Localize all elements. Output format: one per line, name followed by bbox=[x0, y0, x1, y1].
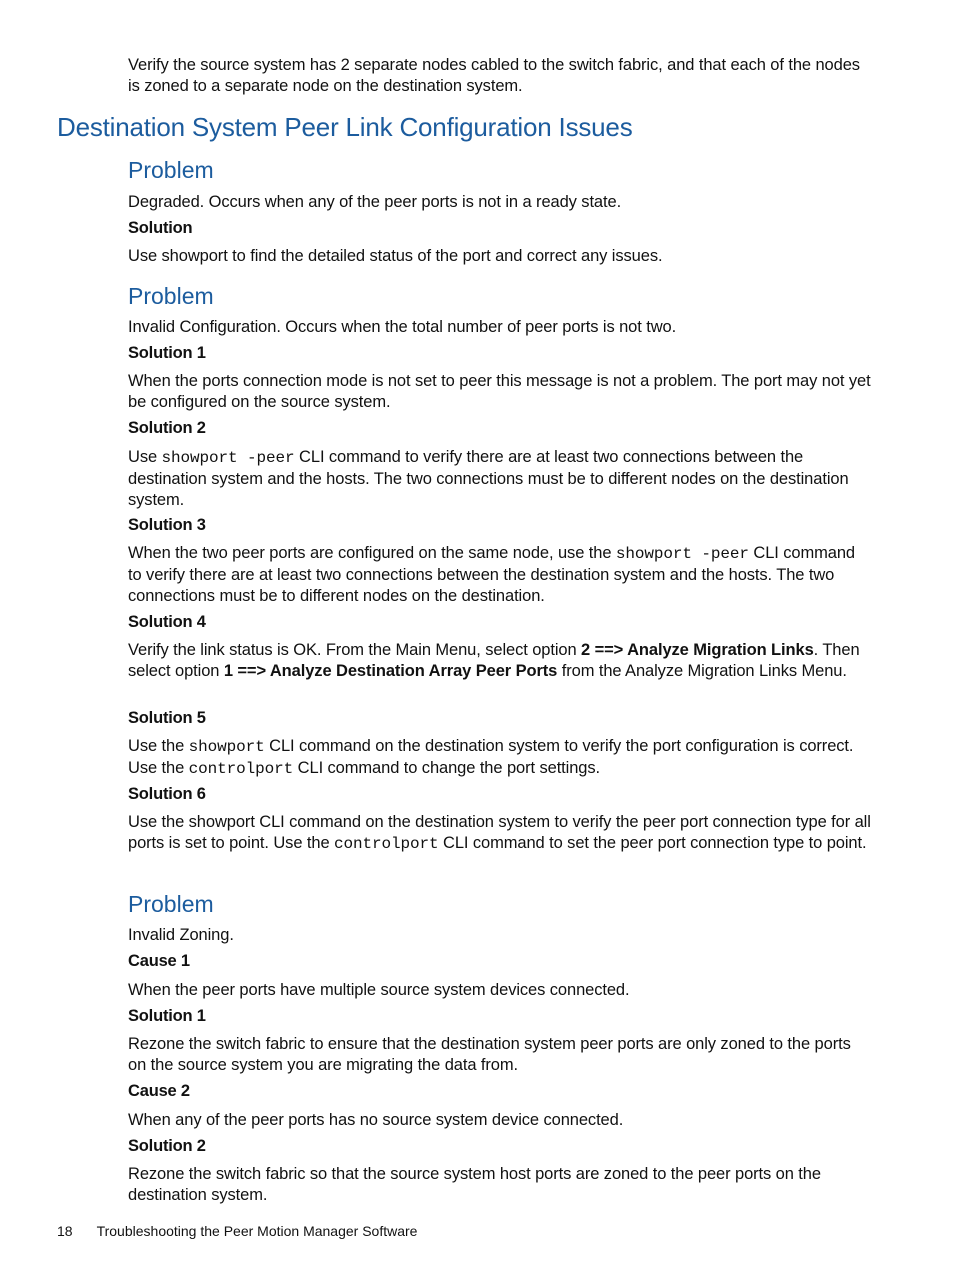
solution-6-label: Solution 6 bbox=[128, 785, 206, 803]
solution-2-text: Use showport -peer CLI command to verify there are at least two connections between the destination system and the hosts. The two connections must be to different nodes on the destination system. bbox=[128, 448, 849, 509]
solution-5-text: Use the showport CLI command on the destination system to verify the port configuration is correct. Use the controlport CLI command to change the port settings. bbox=[128, 737, 854, 778]
cause-2-text: When any of the peer ports has no source system device connected. bbox=[128, 1111, 624, 1129]
cause-1-text: When the peer ports have multiple source system devices connected. bbox=[128, 981, 630, 999]
inline-code: controlport bbox=[188, 760, 294, 778]
zoning-solution-2-label: Solution 2 bbox=[128, 1137, 206, 1155]
cause-2-label: Cause 2 bbox=[128, 1082, 190, 1100]
inline-code: showport -peer bbox=[615, 545, 749, 563]
solution-3-label: Solution 3 bbox=[128, 516, 206, 534]
problem-text-3: Invalid Zoning. bbox=[128, 926, 234, 944]
solution-label: Solution bbox=[128, 219, 193, 237]
solution-4-label: Solution 4 bbox=[128, 613, 206, 631]
solution-4-text: Verify the link status is OK. From the Main Menu, select option 2 ==> Analyze Migration Links. Then select option 1 ==> Analyze Destination Array Peer Ports from the Analyze Migration Links Menu. bbox=[128, 641, 860, 680]
problem-text-2: Invalid Configuration. Occurs when the total number of peer ports is not two. bbox=[128, 318, 677, 336]
cause-1-label: Cause 1 bbox=[128, 952, 190, 970]
zoning-solution-2-text: Rezone the switch fabric so that the source system host ports are zoned to the peer ports on the destination system. bbox=[128, 1165, 821, 1204]
zoning-solution-1-label: Solution 1 bbox=[128, 1007, 206, 1025]
solution-2-label: Solution 2 bbox=[128, 419, 206, 437]
problem-text-1: Degraded. Occurs when any of the peer ports is not in a ready state. bbox=[128, 193, 622, 211]
solution-1-text: When the ports connection mode is not set to peer this message is not a problem. The port may not yet be configured on the source system. bbox=[128, 372, 871, 411]
solution-6-text: Use the showport CLI command on the destination system to verify the peer port connection type for all ports is set to point. Use the controlport CLI command to set the peer port connection type to point. bbox=[128, 813, 871, 853]
inline-code: controlport bbox=[334, 835, 439, 853]
inline-code: showport -peer bbox=[161, 449, 295, 467]
zoning-solution-1-text: Rezone the switch fabric to ensure that the destination system peer ports are only zoned to the ports on the source system you are migrating the data from. bbox=[128, 1035, 851, 1074]
problem-heading-1: Problem bbox=[128, 157, 214, 183]
solution-text: Use showport to find the detailed status of the port and correct any issues. bbox=[128, 247, 663, 265]
section-title: Destination System Peer Link Configuration Issues bbox=[57, 112, 633, 142]
solution-1-label: Solution 1 bbox=[128, 344, 206, 362]
intro-paragraph: Verify the source system has 2 separate nodes cabled to the switch fabric, and that each of the nodes is zoned to a separate node on the destination system. bbox=[128, 56, 860, 95]
solution-5-label: Solution 5 bbox=[128, 709, 206, 727]
page-footer bbox=[57, 1223, 417, 1239]
solution-3-text: When the two peer ports are configured on the same node, use the showport -peer CLI command to verify there are at least two connections between the destination system and the hosts. The two connections must be to different nodes on the destination. bbox=[128, 544, 856, 605]
footer-title: Troubleshooting the Peer Motion Manager Software bbox=[96, 1223, 418, 1239]
inline-code: showport bbox=[188, 738, 265, 756]
page-number: 18 bbox=[57, 1223, 73, 1239]
problem-heading-3: Problem bbox=[128, 891, 214, 917]
problem-heading-2: Problem bbox=[128, 283, 214, 309]
